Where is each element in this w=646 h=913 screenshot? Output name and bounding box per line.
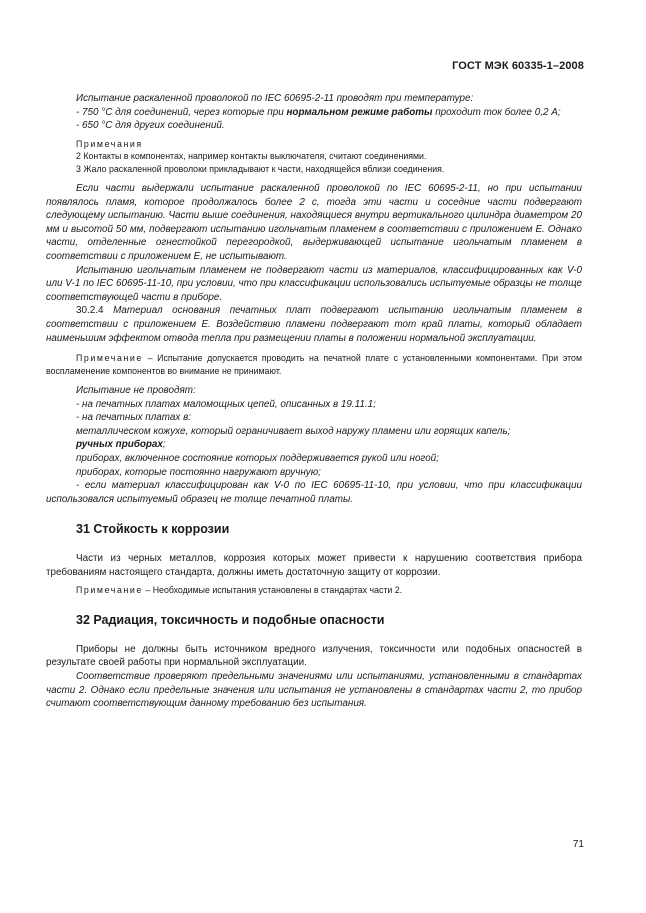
glow-wire-item-1 — [46, 106, 582, 120]
clause-30-2-4 — [46, 304, 582, 345]
notes-label: Примечания — [76, 138, 143, 149]
not-performed-item-2: - на печатных платах в: — [76, 412, 191, 424]
section-32-para-2: Соответствие проверяют предельными значениями или испытаниями, установленными в стандартах части 2. Однако если предельные значения или испытания не установлены в стандартах части 2, то прибор считают соответствующим данному требованию без испытания. — [46, 671, 582, 710]
not-performed-item-7: - если материал классифицирован как V-0 по IEC 60695-11-10, при условии, что при классификации использовался испытуемый образец не толще печатной платы. — [46, 480, 582, 505]
hand-held-term-end: ; — [162, 439, 166, 451]
not-performed-item-3: металлическом кожухе, который ограничивает выход наружу пламени или горящих капель; — [76, 425, 511, 437]
pcb-note — [46, 352, 582, 377]
pcb-note-label: Примечание — [76, 353, 143, 364]
pcb-note-text: – Испытание допускается проводить на печатной плате с установленными компонентами. При этом воспламенение компонентов во внимание не принимают. — [46, 353, 582, 376]
standard-code-header: ГОСТ МЭК 60335-1–2008 — [452, 60, 584, 72]
not-performed-item-5: приборах, включенное состояние которых поддерживается рукой или ногой; — [76, 452, 439, 464]
glow-wire-item-1-end: проходит ток более 0,2 А; — [432, 106, 561, 118]
not-performed-heading: Испытание не проводят: — [76, 384, 196, 396]
glow-wire-item-2: - 650 °С для других соединений. — [76, 120, 225, 132]
glow-wire-intro: Испытание раскаленной проволокой по IEC 60695-2-11 проводят при температуре: — [76, 93, 474, 104]
clause-number: 30.2.4 — [76, 305, 114, 317]
glow-wire-item-1-text: - 750 °С для соединений, через которые при — [76, 106, 287, 118]
section-31-note-text: – Необходимые испытания установлены в стандартах части 2. — [142, 585, 403, 596]
hand-held-term: ручных приборах — [76, 439, 163, 451]
section-32-title: 32 Радиация, токсичность и подобные опасности — [76, 612, 385, 627]
note-3: 3 Жало раскаленной проволоки прикладывают к части, находящейся вблизи соединения. — [76, 163, 445, 174]
needle-flame-para-2: Испытанию игольчатым пламенем не подвергают части из материалов, классифицированных как V-0 или V-1 по IEC 60695-11-10, при условии, что при классификации использовались испытуемые образцы не толще соответствующей части в приборе. — [46, 264, 582, 303]
section-31-title: 31 Стойкость к коррозии — [76, 522, 230, 537]
normal-operation-term: нормальном режиме работы — [286, 106, 433, 118]
page-content — [46, 92, 582, 711]
needle-flame-para-1: Если части выдержали испытание раскаленной проволокой по IEC 60695-2-11, но при испытании появлялось пламя, которое продолжалось более 2 с, тогда эти части и соседние части подвергают следующему испытанию. Части выше соединения, находящиеся внутри вертикального цилиндра диаметром 20 мм и высотой 50 мм, подвергают испытанию игольчатым пламенем в соответствии с приложением Е. Однако части, отделенные огнестойкой перегородкой, выдерживающей испытание игольчатым пламенем в соответствии с приложением Е, не испытывают. — [46, 183, 582, 262]
clause-text: Материал основания печатных плат подвергают испытанию игольчатым пламенем в соответствии с приложением Е. Воздействию пламени подвергают тот край платы, который обладает наименьшим эффектом отвода тепла при размещении платы в положении нормальной эксплуатации. — [46, 305, 582, 344]
not-performed-item-1: - на печатных платах маломощных цепей, описанных в 19.11.1; — [76, 398, 376, 410]
not-performed-item-4 — [46, 438, 582, 452]
section-32-para-1: Приборы не должны быть источником вредного излучения, токсичности или подобных опасностей в результате своей работы при нормальной эксплуатации. — [46, 643, 582, 669]
section-31-note-label: Примечание — [76, 585, 143, 596]
section-31-para: Части из черных металлов, коррозия которых может привести к нарушению соответствия прибора требованиям настоящего стандарта, должны иметь достаточную защиту от коррозии. — [46, 553, 582, 578]
page-number: 71 — [572, 839, 584, 850]
note-2: 2 Контакты в компонентах, например контакты выключателя, считают соединениями. — [76, 151, 427, 162]
not-performed-item-6: приборах, которые постоянно нагружают вручную; — [76, 466, 321, 478]
section-31-note — [46, 584, 582, 596]
